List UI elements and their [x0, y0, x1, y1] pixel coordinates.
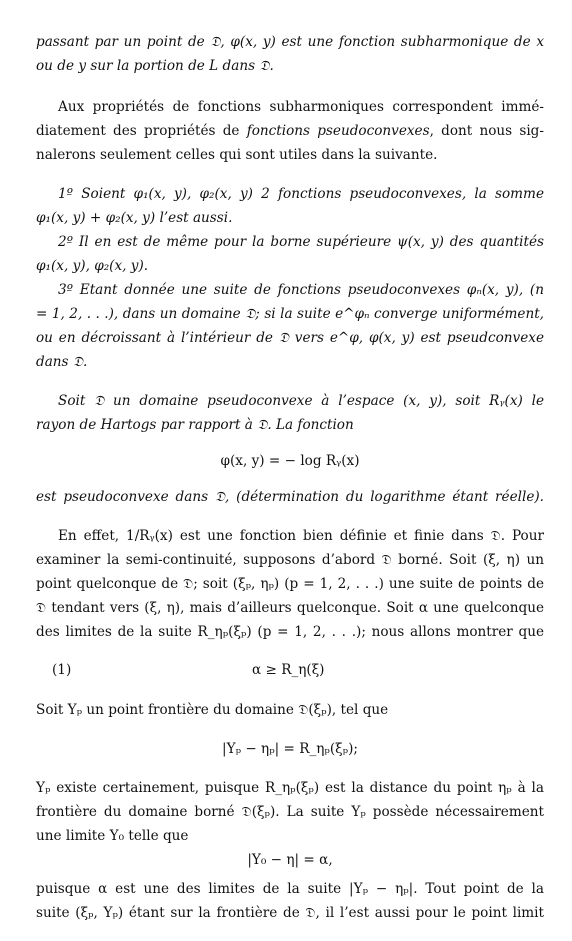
text-segment: diatement des propriétés de — [36, 123, 247, 139]
text-line: puisque α est une des limites de la suite |Yₚ − ηₚ|. Tout point de la — [36, 881, 544, 897]
text-line: examiner la semi-continuité, supposons d’abord 𝔇 borné. Soit (ξ, η) un — [36, 552, 544, 568]
text-line: dans 𝔇. — [36, 354, 88, 370]
text-line: ou en décroissant à l’intérieur de 𝔇 vers e^φ, φ(x, y) est pseudconvexe — [36, 330, 544, 346]
text-line: rayon de Hartogs par rapport à 𝔇. La fonction — [36, 417, 354, 433]
text-line: point quelconque de 𝔇; soit (ξₚ, ηₚ) (p = 1, 2, . . .) une suite de points de — [36, 576, 544, 592]
display-equation: φ(x, y) = − log Rᵧ(x) — [220, 453, 360, 469]
text-line: En effet, 1/Rᵧ(x) est une fonction bien définie et finie dans 𝔇. Pour — [58, 528, 544, 544]
text-line: nalerons seulement celles qui sont utiles dans la suivante. — [36, 147, 438, 163]
text-line: passant par un point de 𝔇, φ(x, y) est une fonction subharmonique de x — [36, 34, 544, 50]
text-line: est pseudoconvexe dans 𝔇, (détermination du logarithme étant réelle). — [36, 489, 544, 505]
text-line: Aux propriétés de fonctions subharmoniques correspondent immé- — [58, 99, 544, 115]
text-line: φ₁(x, y), φ₂(x, y). — [36, 258, 149, 274]
equation-number: (1) — [52, 662, 72, 678]
text-line: frontière du domaine borné 𝔇(ξₚ). La suite Yₚ possède nécessairement — [36, 804, 544, 820]
text-line: 2º Il en est de même pour la borne supérieure ψ(x, y) des quantités — [58, 234, 544, 250]
text-line: = 1, 2, . . .), dans un domaine 𝔇; si la suite e^φₙ converge uniformément, — [36, 306, 544, 322]
emphasis: fonctions pseudoconvexes — [246, 123, 430, 139]
text-line: Soit Yₚ un point frontière du domaine 𝔇(ξₚ), tel que — [36, 702, 389, 718]
text-line: 𝔇 tendant vers (ξ, η), mais d’ailleurs quelconque. Soit α une quelconque — [36, 600, 544, 616]
text-line — [36, 119, 544, 143]
text-line: 1º Soient φ₁(x, y), φ₂(x, y) 2 fonctions pseudoconvexes, la somme — [58, 186, 544, 202]
text-line: Yₚ existe certainement, puisque R_ηₚ(ξₚ) est la distance du point ηₚ à la — [36, 780, 544, 796]
text-line: des limites de la suite R_ηₚ(ξₚ) (p = 1, 2, . . .); nous allons montrer que — [36, 624, 544, 640]
text-line: 3º Etant donnée une suite de fonctions pseudoconvexes φₙ(x, y), (n — [58, 282, 544, 298]
text-line: φ₁(x, y) + φ₂(x, y) l’est aussi. — [36, 210, 233, 226]
equation-body: α ≥ R_η(ξ) — [252, 662, 325, 678]
text-line: Soit 𝔇 un domaine pseudoconvexe à l’espace (x, y), soit Rᵧ(x) le — [58, 393, 544, 409]
display-equation: |Y₀ − η| = α, — [247, 852, 333, 868]
display-equation: |Yₚ − ηₚ| = R_ηₚ(ξₚ); — [222, 741, 358, 757]
text-line: suite (ξₚ, Yₚ) étant sur la frontière de 𝔇, il l’est aussi pour le point limit — [36, 905, 544, 921]
text-line: une limite Y₀ telle que — [36, 828, 189, 844]
text-line: ou de y sur la portion de L dans 𝔇. — [36, 58, 274, 74]
text-segment: , dont nous sig- — [429, 123, 544, 139]
